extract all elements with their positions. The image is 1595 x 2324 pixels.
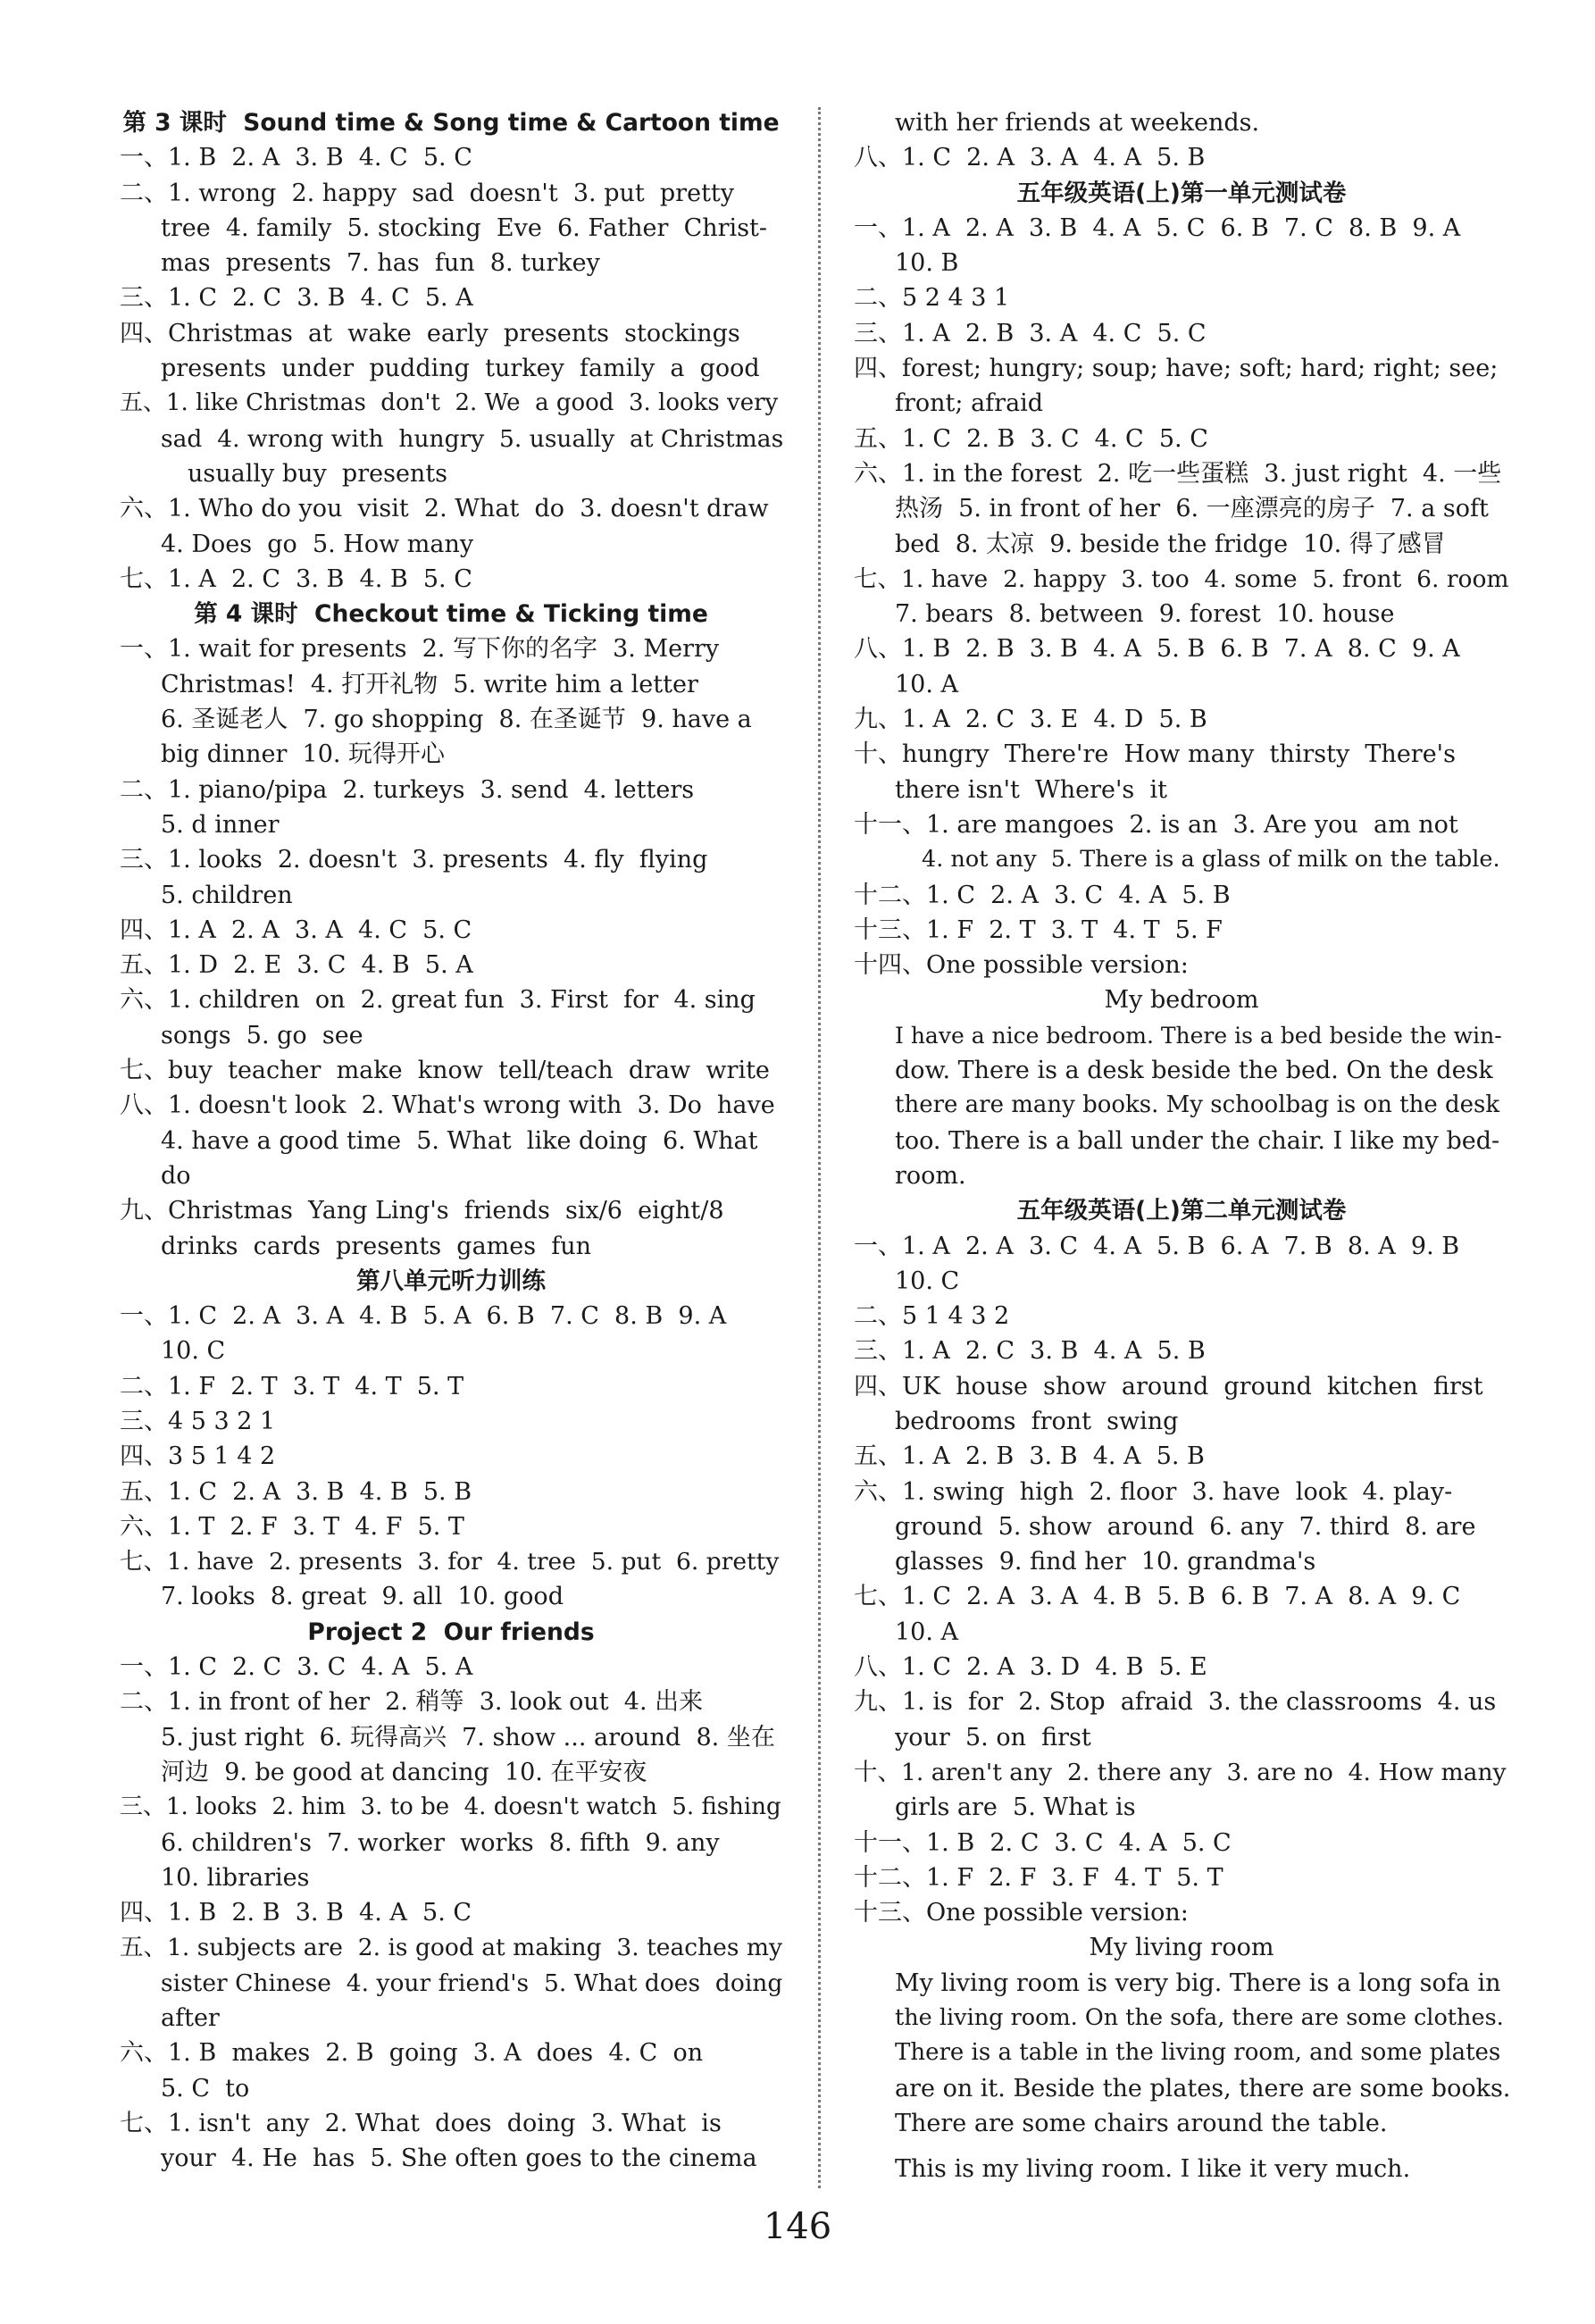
answer-line: ground 5. show around 6. any 7. third 8. are: [895, 1512, 1476, 1541]
answer-line: 十二、1. C 2. A 3. C 4. A 5. B: [854, 881, 1231, 909]
section-heading: 五年级英语(上)第二单元测试卷: [1016, 1197, 1347, 1225]
answer-line: 八、1. B 2. B 3. B 4. A 5. B 6. B 7. A 8. C 9. A: [854, 635, 1460, 664]
answer-line: front; afraid: [895, 389, 1044, 418]
answer-line: 八、1. C 2. A 3. A 4. A 5. B: [854, 144, 1206, 172]
answer-line: 4. Does go 5. How many: [161, 530, 474, 558]
answer-line: usually buy presents: [188, 459, 448, 488]
section-heading: 第八单元听力训练: [356, 1266, 546, 1295]
answer-line: 五、1. C 2. B 3. C 4. C 5. C: [854, 424, 1208, 453]
answer-line: 十、1. aren't any 2. there any 3. are no 4. How many: [854, 1758, 1507, 1786]
section-heading: Project 2 Our friends: [307, 1618, 595, 1646]
answer-line: 10. A: [895, 1618, 959, 1646]
answer-line: 10. libraries: [161, 1863, 310, 1892]
answer-line: 10. A: [895, 670, 959, 698]
answer-line: 七、1. A 2. C 3. B 4. B 5. C: [120, 564, 472, 593]
answer-line: 七、1. isn't any 2. What does doing 3. What is: [120, 2109, 722, 2137]
answer-line: 三、1. looks 2. doesn't 3. presents 4. fly flying: [120, 846, 708, 874]
answer-line: 四、forest; hungry; soup; have; soft; hard; right; see;: [854, 355, 1499, 383]
answer-line: 四、1. B 2. B 3. B 4. A 5. C: [120, 1899, 472, 1927]
answer-line: sister Chinese 4. your friend's 5. What does doing: [161, 1969, 783, 1997]
answer-line: 九、Christmas Yang Ling's friends six/6 eight/8: [120, 1197, 724, 1225]
answer-line: 7. looks 8. great 9. all 10. good: [161, 1583, 564, 1611]
answer-line: 五、1. subjects are 2. is good at making 3. teaches my: [120, 1934, 782, 1962]
answer-line: 十四、One possible version:: [854, 951, 1189, 980]
answer-line: 一、1. C 2. A 3. A 4. B 5. A 6. B 7. C 8. B 9. A: [120, 1302, 727, 1331]
answer-line: There is a table in the living room, and some plates: [895, 2039, 1501, 2067]
answer-line: sad 4. wrong with hungry 5. usually at Christmas: [161, 424, 784, 453]
answer-line: 三、1. A 2. C 3. B 4. A 5. B: [854, 1337, 1206, 1366]
answer-line: 四、3 5 1 4 2: [120, 1442, 276, 1471]
answer-line: My living room is very big. There is a long sofa in: [895, 1969, 1501, 1997]
answer-line: dow. There is a desk beside the bed. On the desk: [895, 1057, 1493, 1085]
answer-line: 二、1. piano/pipa 2. turkeys 3. send 4. letters: [120, 775, 695, 804]
answer-line: 五、1. C 2. A 3. B 4. B 5. B: [120, 1477, 472, 1506]
answer-line: drinks cards presents games fun: [161, 1232, 592, 1260]
answer-line: 5. d inner: [161, 810, 280, 839]
left-column: [120, 105, 782, 2177]
answer-line: 三、1. A 2. B 3. A 4. C 5. C: [854, 319, 1207, 347]
page-number: 146: [763, 2206, 832, 2247]
answer-line: do: [161, 1161, 191, 1190]
answer-line: 二、5 1 4 3 2: [854, 1302, 1010, 1331]
answer-line: 十三、1. F 2. T 3. T 4. T 5. F: [854, 915, 1223, 944]
answer-line: 七、1. have 2. presents 3. for 4. tree 5. put 6. pretty: [120, 1548, 780, 1576]
answer-line: too. There is a ball under the chair. I like my bed-: [895, 1126, 1500, 1155]
answer-line: My bedroom: [1104, 986, 1259, 1015]
answer-line: 4. have a good time 5. What like doing 6. What: [161, 1126, 758, 1155]
answer-line: glasses 9. find her 10. grandma's: [895, 1548, 1316, 1576]
answer-line: bedrooms front swing: [895, 1407, 1179, 1435]
answer-line: 二、1. in front of her 2. 稍等 3. look out 4. 出来: [120, 1688, 704, 1717]
answer-line: your 5. on first: [895, 1723, 1091, 1751]
answer-line: after: [161, 2004, 220, 2033]
answer-line: 三、1. looks 2. him 3. to be 4. doesn't watch 5. fishing: [120, 1793, 781, 1821]
answer-line: 七、1. C 2. A 3. A 4. B 5. B 6. B 7. A 8. A 9. C: [854, 1583, 1461, 1611]
answer-line: big dinner 10. 玩得开心: [161, 740, 446, 769]
answer-line: 六、1. T 2. F 3. T 4. F 5. T: [120, 1512, 464, 1541]
answer-line: are on it. Beside the plates, there are some books.: [895, 2074, 1511, 2102]
answer-line: 七、1. have 2. happy 3. too 4. some 5. front 6. room: [854, 564, 1509, 593]
answer-line: My living room: [1089, 1934, 1274, 1962]
answer-line: There are some chairs around the table.: [895, 2109, 1388, 2137]
answer-line: 6. 圣诞老人 7. go shopping 8. 在圣诞节 9. have a: [161, 706, 752, 734]
answer-line: room.: [895, 1161, 966, 1190]
answer-line: This is my living room. I like it very much.: [895, 2155, 1411, 2184]
answer-line: mas presents 7. has fun 8. turkey: [161, 249, 600, 278]
answer-line: 九、1. is for 2. Stop afraid 3. the classrooms 4. us: [854, 1688, 1497, 1717]
answer-line: 五、1. like Christmas don't 2. We a good 3. looks very: [120, 389, 779, 417]
answer-line: 5. children: [161, 881, 293, 909]
answer-line: 六、1. swing high 2. floor 3. have look 4. play-: [854, 1477, 1453, 1506]
answer-line: girls are 5. What is: [895, 1793, 1136, 1822]
answer-line: 三、1. C 2. C 3. B 4. C 5. A: [120, 284, 473, 313]
answer-line: 一、1. A 2. A 3. C 4. A 5. B 6. A 7. B 8. A 9. B: [854, 1232, 1460, 1260]
answer-line: bed 8. 太凉 9. beside the fridge 10. 得了感冒: [895, 530, 1446, 558]
answer-line: Christmas! 4. 打开礼物 5. write him a letter: [161, 670, 698, 698]
answer-line: 二、5 2 4 3 1: [854, 284, 1010, 313]
answer-line: 三、4 5 3 2 1: [120, 1407, 276, 1435]
answer-line: 六、1. children on 2. great fun 3. First for 4. sing: [120, 986, 756, 1015]
answer-line: 九、1. A 2. C 3. E 4. D 5. B: [854, 706, 1207, 734]
section-heading: 第 3 课时 Sound time & Song time & Cartoon time: [122, 109, 780, 137]
answer-line: 10. B: [895, 249, 959, 278]
answer-line: tree 4. family 5. stocking Eve 6. Father Christ-: [161, 213, 768, 242]
answer-line: there are many books. My schoolbag is on the desk: [895, 1091, 1500, 1119]
answer-line: 六、1. Who do you visit 2. What do 3. doesn't draw: [120, 495, 769, 523]
answer-line: 10. C: [161, 1337, 226, 1366]
section-heading: 第 4 课时 Checkout time & Ticking time: [194, 600, 708, 629]
answer-line: 7. bears 8. between 9. forest 10. house: [895, 600, 1395, 629]
answer-line: the living room. On the sofa, there are some clothes.: [895, 2004, 1504, 2032]
answer-line: 一、1. B 2. A 3. B 4. C 5. C: [120, 144, 472, 172]
answer-line: 十二、1. F 2. F 3. F 4. T 5. T: [854, 1863, 1223, 1892]
answer-line: songs 5. go see: [161, 1021, 363, 1049]
section-heading: 五年级英语(上)第一单元测试卷: [1016, 179, 1347, 207]
answer-line: 5. just right 6. 玩得高兴 7. show ... around 8. 坐在: [161, 1723, 775, 1751]
answer-line: there isn't Where's it: [895, 775, 1167, 804]
right-column: [854, 105, 1509, 2187]
answer-line: 四、Christmas at wake early presents stockings: [120, 319, 740, 347]
answer-line: 一、1. A 2. A 3. B 4. A 5. C 6. B 7. C 8. B 9. A: [854, 213, 1461, 242]
answer-line: with her friends at weekends.: [895, 109, 1260, 137]
answer-line: 热汤 5. in front of her 6. 一座漂亮的房子 7. a soft: [895, 495, 1489, 523]
answer-line: 六、1. B makes 2. B going 3. A does 4. C on: [120, 2039, 704, 2068]
answer-line: 五、1. A 2. B 3. B 4. A 5. B: [854, 1442, 1205, 1471]
answer-line: 5. C to: [161, 2074, 250, 2102]
answer-line: 五、1. D 2. E 3. C 4. B 5. A: [120, 951, 473, 980]
answer-line: presents under pudding turkey family a good: [161, 355, 760, 383]
answer-line: 十一、1. are mangoes 2. is an 3. Are you am not: [854, 810, 1458, 839]
answer-line: 二、1. wrong 2. happy sad doesn't 3. put pretty: [120, 179, 735, 207]
answer-line: 二、1. F 2. T 3. T 4. T 5. T: [120, 1372, 464, 1400]
answer-line: 6. children's 7. worker works 8. fifth 9. any: [161, 1828, 720, 1857]
answer-line: 十、hungry There're How many thirsty There's: [854, 740, 1456, 769]
answer-line: 七、buy teacher make know tell/teach draw write: [120, 1057, 770, 1085]
answer-line: 八、1. C 2. A 3. D 4. B 5. E: [854, 1653, 1207, 1682]
answer-line: I have a nice bedroom. There is a bed beside the win-: [895, 1022, 1502, 1049]
answer-line: 4. not any 5. There is a glass of milk on the table.: [922, 846, 1500, 874]
answer-line: 十三、One possible version:: [854, 1899, 1189, 1927]
answer-line: 四、UK house show around ground kitchen first: [854, 1372, 1483, 1400]
answer-line: 一、1. C 2. C 3. C 4. A 5. A: [120, 1653, 473, 1682]
answer-line: 10. C: [895, 1266, 960, 1295]
answer-line: 六、1. in the forest 2. 吃一些蛋糕 3. just right 4. 一些: [854, 459, 1502, 488]
answer-line: 八、1. doesn't look 2. What's wrong with 3. Do have: [120, 1091, 775, 1120]
answer-line: your 4. He has 5. She often goes to the cinema: [161, 2144, 757, 2173]
answer-line: 一、1. wait for presents 2. 写下你的名字 3. Merry: [120, 635, 720, 664]
answer-line: 河边 9. be good at dancing 10. 在平安夜: [161, 1758, 647, 1786]
column-divider: [818, 107, 821, 2188]
answer-line: 四、1. A 2. A 3. A 4. C 5. C: [120, 915, 472, 944]
answer-line: 十一、1. B 2. C 3. C 4. A 5. C: [854, 1828, 1232, 1857]
